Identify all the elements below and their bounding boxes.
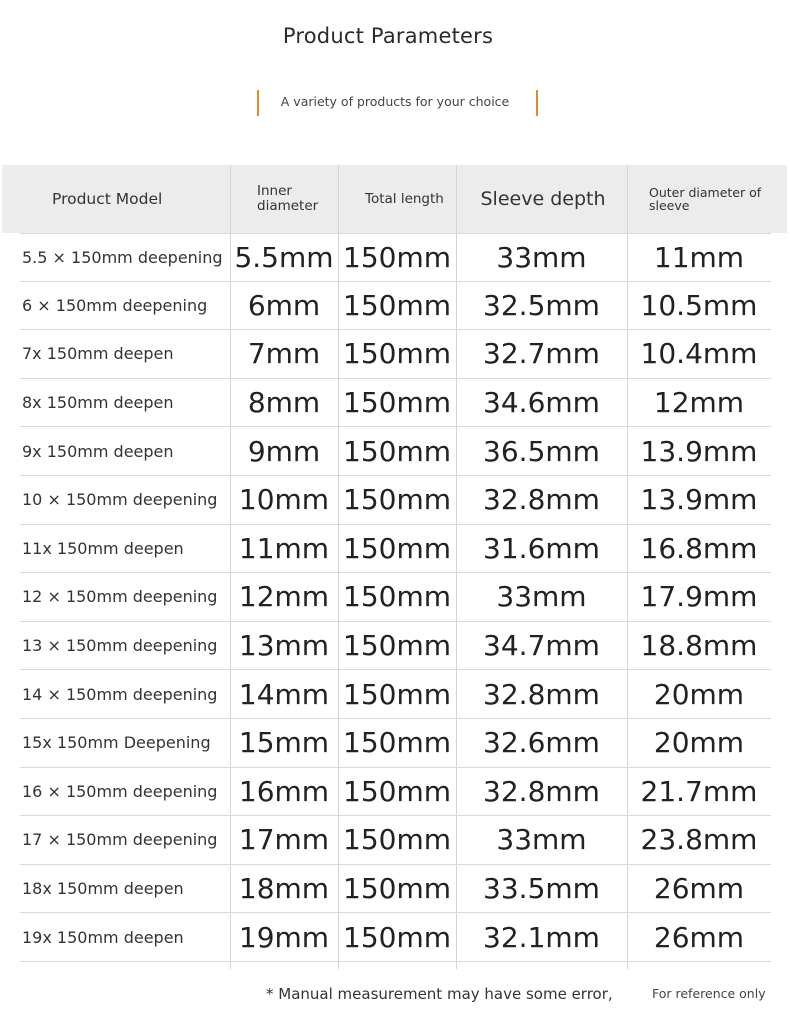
cell-product-model: 15x 150mm Deepening [22,733,211,753]
cell-total-length: 150mm [343,872,451,906]
header-outer-diameter: Outer diameter of sleeve [649,185,762,213]
cell-inner-diameter: 18mm [238,872,330,906]
cell-sleeve-depth: 32.8mm [483,774,600,808]
cell-outer-diameter: 13.9mm [640,434,758,468]
table-row [20,719,771,768]
table-row [20,622,771,671]
cell-product-model: 18x 150mm deepen [22,879,184,899]
cell-product-model: 12 × 150mm deepening [22,587,218,607]
table-row [20,427,771,476]
cell-product-model: 14 × 150mm deepening [22,684,218,704]
cell-outer-diameter: 21.7mm [640,774,758,808]
page-title: Product Parameters [282,24,494,48]
cell-product-model: 13 × 150mm deepening [22,636,218,656]
cell-sleeve-depth: 34.7mm [483,629,600,663]
cell-inner-diameter: 11mm [238,531,330,565]
cell-outer-diameter: 20mm [653,677,745,711]
cell-inner-diameter: 17mm [238,823,330,857]
table-row [20,379,771,428]
cell-inner-diameter: 5.5mm [234,240,334,274]
cell-inner-diameter: 15mm [238,726,330,760]
measurement-note: * Manual measurement may have some error, [266,985,613,1003]
cell-outer-diameter: 10.4mm [640,337,758,371]
cell-outer-diameter: 11mm [653,240,745,274]
cell-product-model: 5.5 × 150mm deepening [22,247,223,267]
cell-inner-diameter: 8mm [247,386,321,420]
cell-sleeve-depth: 34.6mm [483,386,600,420]
cell-sleeve-depth: 31.6mm [483,531,600,565]
table-row [20,282,771,331]
table-row [20,768,771,817]
cell-total-length: 150mm [343,920,451,954]
cell-inner-diameter: 9mm [247,434,321,468]
cell-product-model: 9x 150mm deepen [22,441,174,461]
cell-inner-diameter: 14mm [238,677,330,711]
cell-inner-diameter: 10mm [238,483,330,517]
cell-sleeve-depth: 36.5mm [483,434,600,468]
cell-inner-diameter: 6mm [247,288,321,322]
header-divider [627,165,628,233]
cell-product-model: 16 × 150mm deepening [22,781,218,801]
cell-outer-diameter: 16.8mm [640,531,758,565]
cell-sleeve-depth: 32.5mm [483,288,600,322]
cell-product-model: 10 × 150mm deepening [22,490,218,510]
cell-sleeve-depth: 32.7mm [483,337,600,371]
header-divider [230,165,231,233]
cell-outer-diameter: 20mm [653,726,745,760]
cell-total-length: 150mm [343,531,451,565]
header-product-model: Product Model [52,190,163,208]
table-row [20,670,771,719]
cell-total-length: 150mm [343,434,451,468]
cell-total-length: 150mm [343,677,451,711]
cell-total-length: 150mm [343,240,451,274]
cell-total-length: 150mm [343,386,451,420]
cell-product-model: 8x 150mm deepen [22,393,174,413]
cell-product-model: 11x 150mm deepen [22,538,184,558]
cell-outer-diameter: 26mm [653,872,745,906]
cell-total-length: 150mm [343,629,451,663]
cell-outer-diameter: 10.5mm [640,288,758,322]
table-row [20,233,771,282]
header-divider [338,165,339,233]
table-row [20,913,771,962]
cell-sleeve-depth: 33mm [496,580,587,614]
cell-total-length: 150mm [343,774,451,808]
header-inner-diameter: Inner diameter [257,183,319,214]
table-row [20,573,771,622]
table-row [20,865,771,914]
cell-total-length: 150mm [343,483,451,517]
cell-sleeve-depth: 32.6mm [483,726,600,760]
cell-product-model: 7x 150mm deepen [22,344,174,364]
cell-inner-diameter: 16mm [238,774,330,808]
cell-product-model: 17 × 150mm deepening [22,830,218,850]
cell-total-length: 150mm [343,337,451,371]
cell-outer-diameter: 17.9mm [640,580,758,614]
cell-sleeve-depth: 32.8mm [483,483,600,517]
cell-total-length: 150mm [343,823,451,857]
cell-sleeve-depth: 33mm [496,823,587,857]
cell-inner-diameter: 12mm [238,580,330,614]
table-row [20,330,771,379]
cell-sleeve-depth: 33mm [496,240,587,274]
parameters-table-body [20,233,771,962]
table-row [20,476,771,525]
cell-total-length: 150mm [343,580,451,614]
cell-product-model: 19x 150mm deepen [22,927,184,947]
header-total-length: Total length [365,190,444,207]
table-header [2,165,787,233]
table-row [20,816,771,865]
subtitle: A variety of products for your choice [280,94,510,109]
cell-outer-diameter: 18.8mm [640,629,758,663]
subtitle-block [256,90,540,116]
cell-outer-diameter: 12mm [653,386,745,420]
cell-total-length: 150mm [343,726,451,760]
cell-outer-diameter: 23.8mm [640,823,758,857]
cell-total-length: 150mm [343,288,451,322]
cell-inner-diameter: 7mm [247,337,321,371]
cell-sleeve-depth: 32.1mm [483,920,600,954]
accent-bar-right [536,90,538,116]
cell-sleeve-depth: 32.8mm [483,677,600,711]
header-sleeve-depth: Sleeve depth [480,188,606,210]
reference-note: For reference only [652,986,766,1001]
table-row [20,525,771,574]
cell-outer-diameter: 26mm [653,920,745,954]
cell-product-model: 6 × 150mm deepening [22,295,208,315]
cell-inner-diameter: 19mm [238,920,330,954]
cell-sleeve-depth: 33.5mm [483,872,600,906]
cell-inner-diameter: 13mm [238,629,330,663]
cell-outer-diameter: 13.9mm [640,483,758,517]
